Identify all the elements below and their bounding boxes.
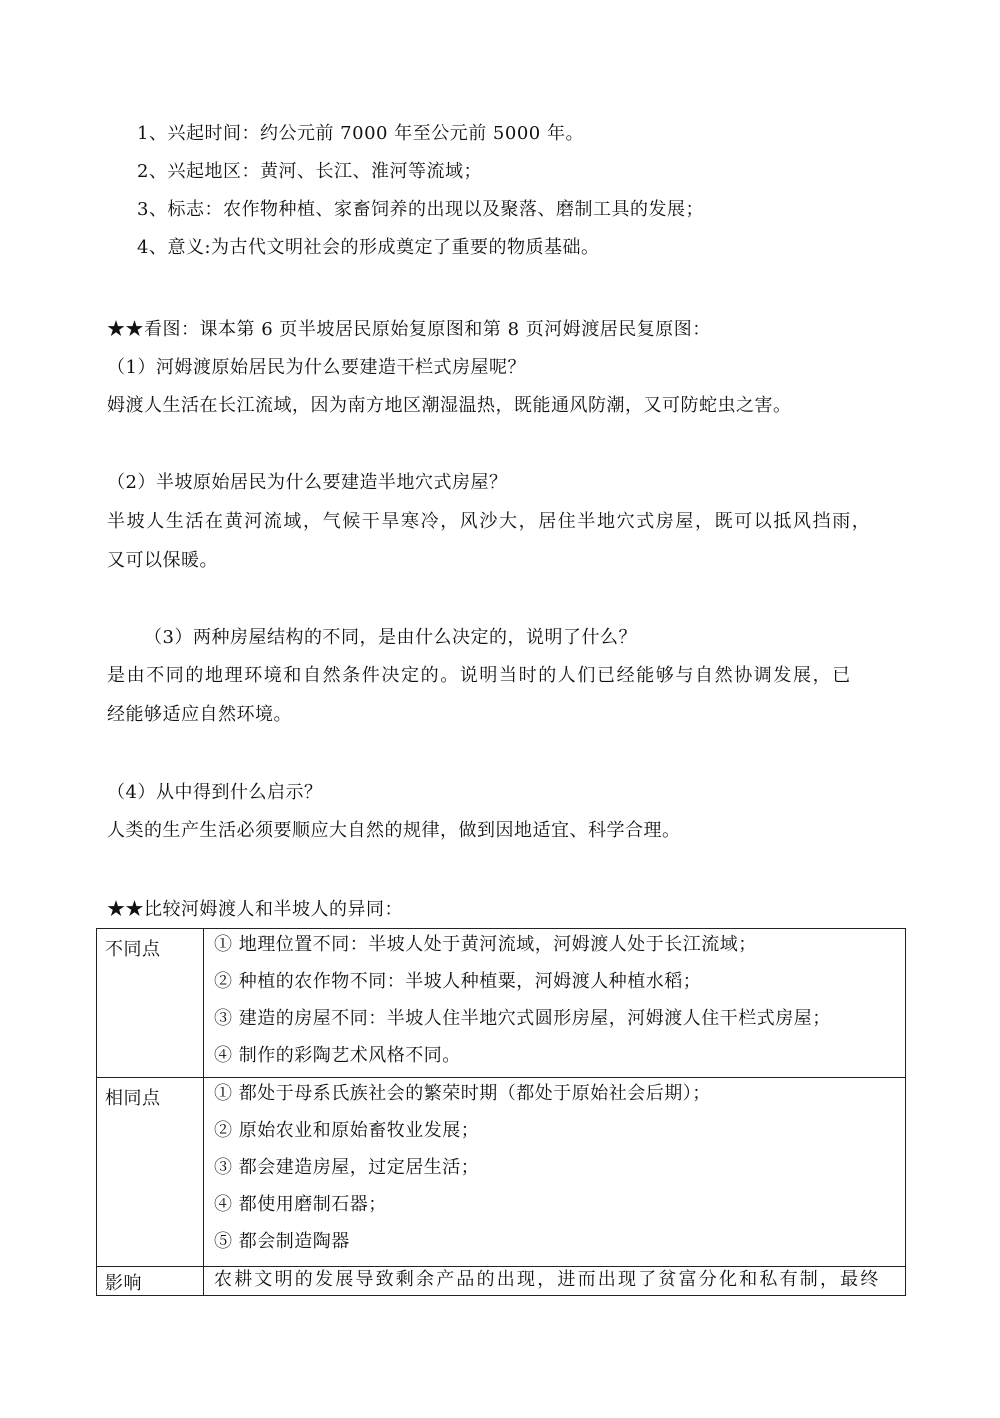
answer-1: 姆渡人生活在长江流域，因为南方地区潮湿温热，既能通风防潮，又可防蛇虫之害。	[107, 395, 792, 416]
table-row-effect	[97, 1267, 906, 1296]
similarity-item: ① 都处于母系氏族社会的繁荣时期（都处于原始社会后期）；	[214, 1083, 711, 1104]
answer-3-line-1: 是由不同的地理环境和自然条件决定的。说明当时的人们已经能够与自然协调发展，已	[107, 665, 852, 686]
point-3: 3、标志：农作物种植、家畜饲养的出现以及聚落、磨制工具的发展；	[137, 199, 704, 220]
answer-2-line-1: 半坡人生活在黄河流域，气候干旱寒冷，风沙大，居住半地穴式房屋，既可以抵风挡雨，	[107, 511, 872, 532]
point-1: 1、兴起时间：约公元前 7000 年至公元前 5000 年。	[137, 123, 584, 144]
similarity-item: ③ 都会建造房屋，过定居生活；	[214, 1157, 480, 1178]
row-label-similarities: 相同点	[97, 1078, 204, 1267]
compare-heading: ★★比较河姆渡人和半坡人的异同：	[107, 899, 403, 920]
question-1: （1）河姆渡原始居民为什么要建造干栏式房屋呢？	[107, 357, 526, 378]
difference-item: ① 地理位置不同：半坡人处于黄河流域，河姆渡人处于长江流域；	[214, 934, 757, 955]
row-label-effect: 影响	[97, 1267, 204, 1296]
differences-cell	[204, 929, 906, 1078]
similarity-item: ⑤ 都会制造陶器	[214, 1231, 350, 1252]
question-2: （2）半坡原始居民为什么要建造半地穴式房屋？	[107, 472, 508, 493]
difference-item: ② 种植的农作物不同：半坡人种植粟，河姆渡人种植水稻；	[214, 971, 702, 992]
effect-cell	[204, 1267, 906, 1296]
similarities-cell	[204, 1078, 906, 1267]
answer-3-line-2: 经能够适应自然环境。	[107, 704, 292, 725]
answer-2-line-2: 又可以保暖。	[107, 550, 218, 571]
similarity-item: ④ 都使用磨制石器；	[214, 1194, 387, 1215]
question-3: （3）两种房屋结构的不同，是由什么决定的，说明了什么？	[144, 627, 637, 648]
difference-item: ④ 制作的彩陶艺术风格不同。	[214, 1045, 461, 1066]
answer-4: 人类的生产生活必须要顺应大自然的规律，做到因地适宜、科学合理。	[107, 820, 681, 841]
table-row-differences	[97, 929, 906, 1078]
row-label-differences: 不同点	[97, 929, 204, 1078]
point-4: 4、意义:为古代文明社会的形成奠定了重要的物质基础。	[137, 237, 600, 258]
table-row-similarities	[97, 1078, 906, 1267]
question-4: （4）从中得到什么启示？	[107, 782, 323, 803]
look-heading: ★★看图：课本第 6 页半坡居民原始复原图和第 8 页河姆渡居民复原图：	[107, 319, 711, 340]
effect-item: 农耕文明的发展导致剩余产品的出现，进而出现了贫富分化和私有制，最终	[214, 1269, 881, 1290]
similarity-item: ② 原始农业和原始畜牧业发展；	[214, 1120, 480, 1141]
comparison-table	[96, 928, 906, 1296]
point-2: 2、兴起地区：黄河、长江、淮河等流域；	[137, 161, 482, 182]
difference-item: ③ 建造的房屋不同：半坡人住半地穴式圆形房屋，河姆渡人住干栏式房屋；	[214, 1008, 831, 1029]
